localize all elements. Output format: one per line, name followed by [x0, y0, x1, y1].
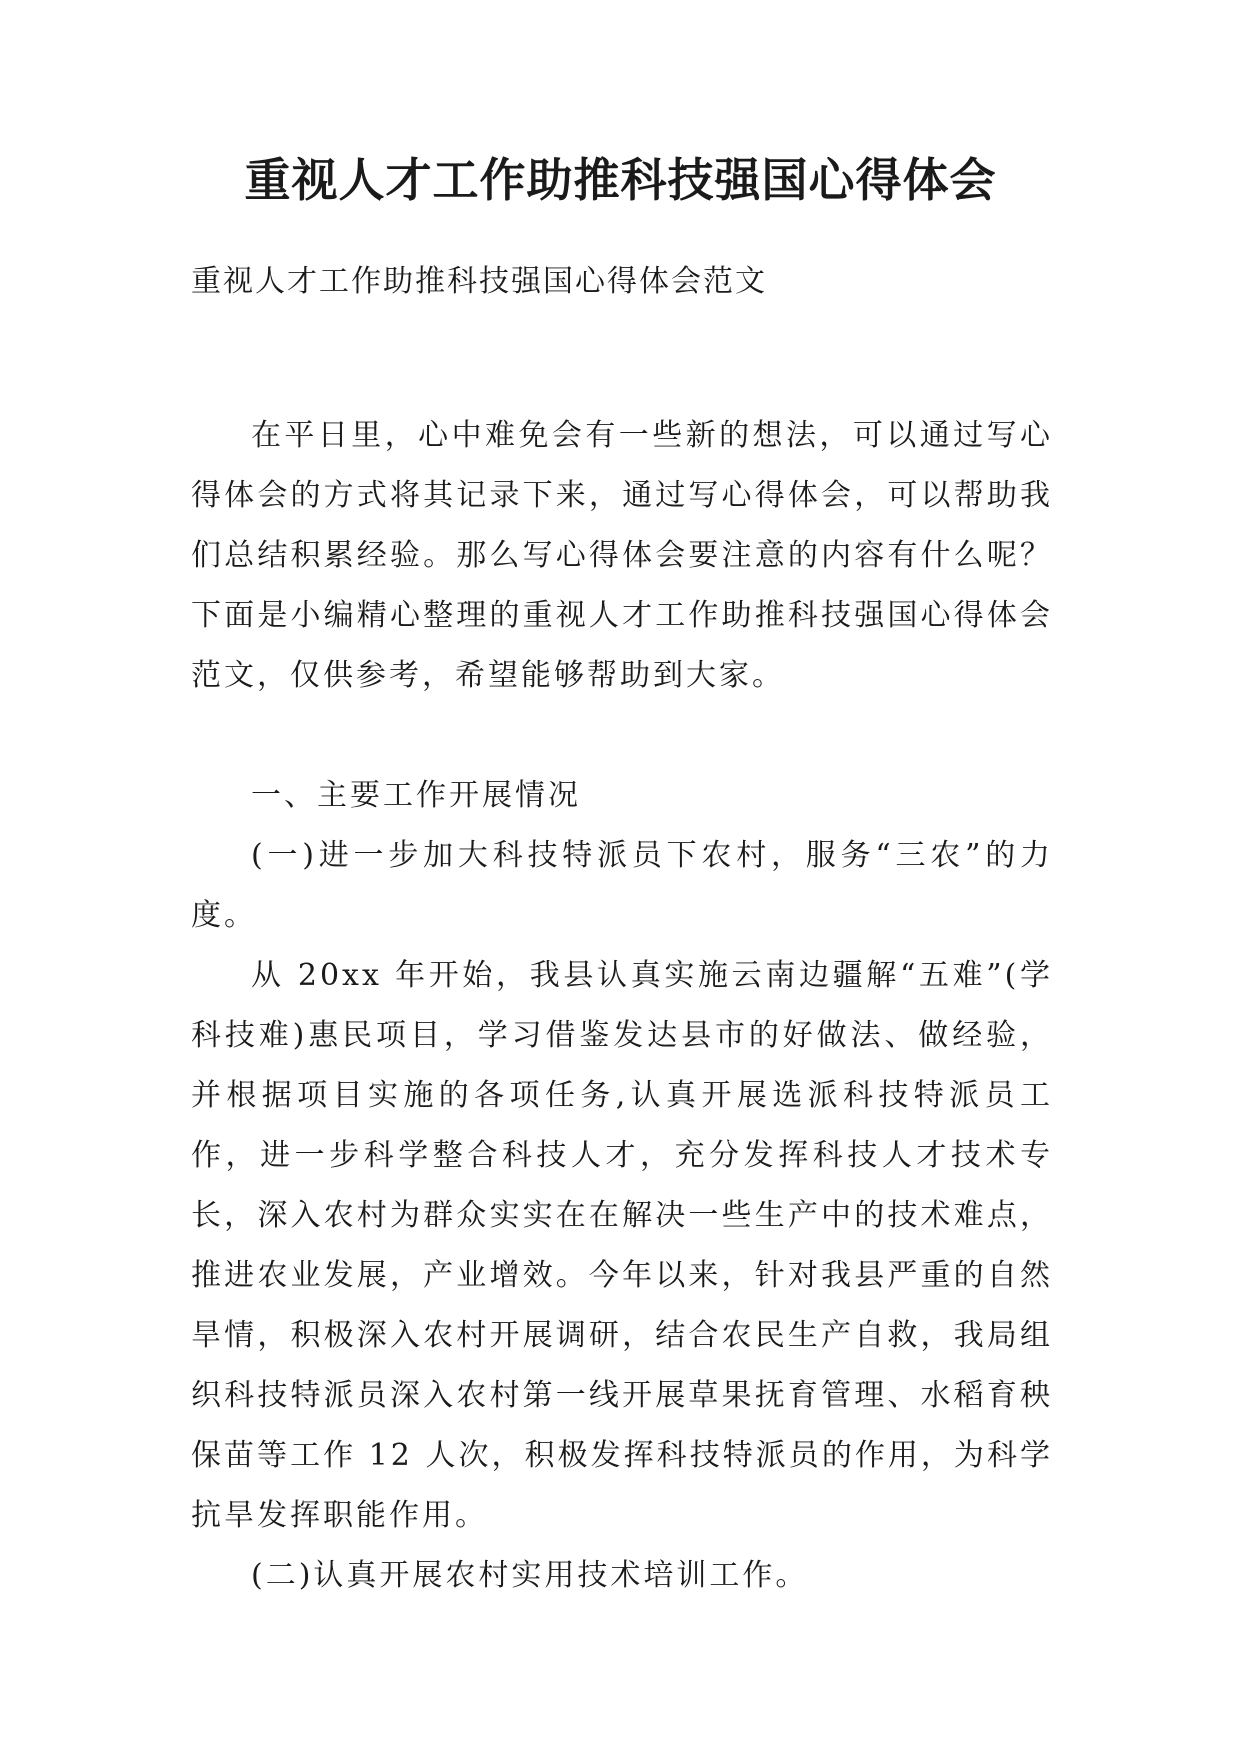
intro-paragraph: 在平日里，心中难免会有一些新的想法，可以通过写心得体会的方式将其记录下来，通过写心得体会，可以帮助我们总结积累经验。那么写心得体会要注意的内容有什么呢？下面是小编精心整理的重视人才工作助推科技强国心得体会范文，仅供参考，希望能够帮助到大家。	[191, 418, 1053, 693]
body-paragraph: 从 20xx 年开始，我县认真实施云南边疆解“五难”(学科技难)惠民项目，学习借鉴发达县市的好做法、做经验，并根据项目实施的各项任务,认真开展选派科技特派员工作，进一步科学整合科技人才，充分发挥科技人才技术专长，深入农村为群众实实在在解决一些生产中的技术难点，推进农业发展，产业增效。今年以来，针对我县严重的自然旱情，积极深入农村开展调研，结合农民生产自救，我局组织科技特派员深入农村第一线开展草果抚育管理、水稻育秧保苗等工作 12 人次，积极发挥科技特派员的作用，为科学抗旱发挥职能作用。	[191, 958, 1053, 1533]
section-heading: 一、主要工作开展情况	[251, 778, 581, 813]
document-subtitle: 重视人才工作助推科技强国心得体会范文	[191, 264, 767, 299]
document-body	[191, 406, 1053, 1606]
document-title: 重视人才工作助推科技强国心得体会	[244, 153, 997, 207]
subsection-heading-1: (一)进一步加大科技特派员下农村，服务“三农”的力度。	[191, 838, 1053, 933]
subsection-heading-2: (二)认真开展农村实用技术培训工作。	[251, 1558, 809, 1593]
